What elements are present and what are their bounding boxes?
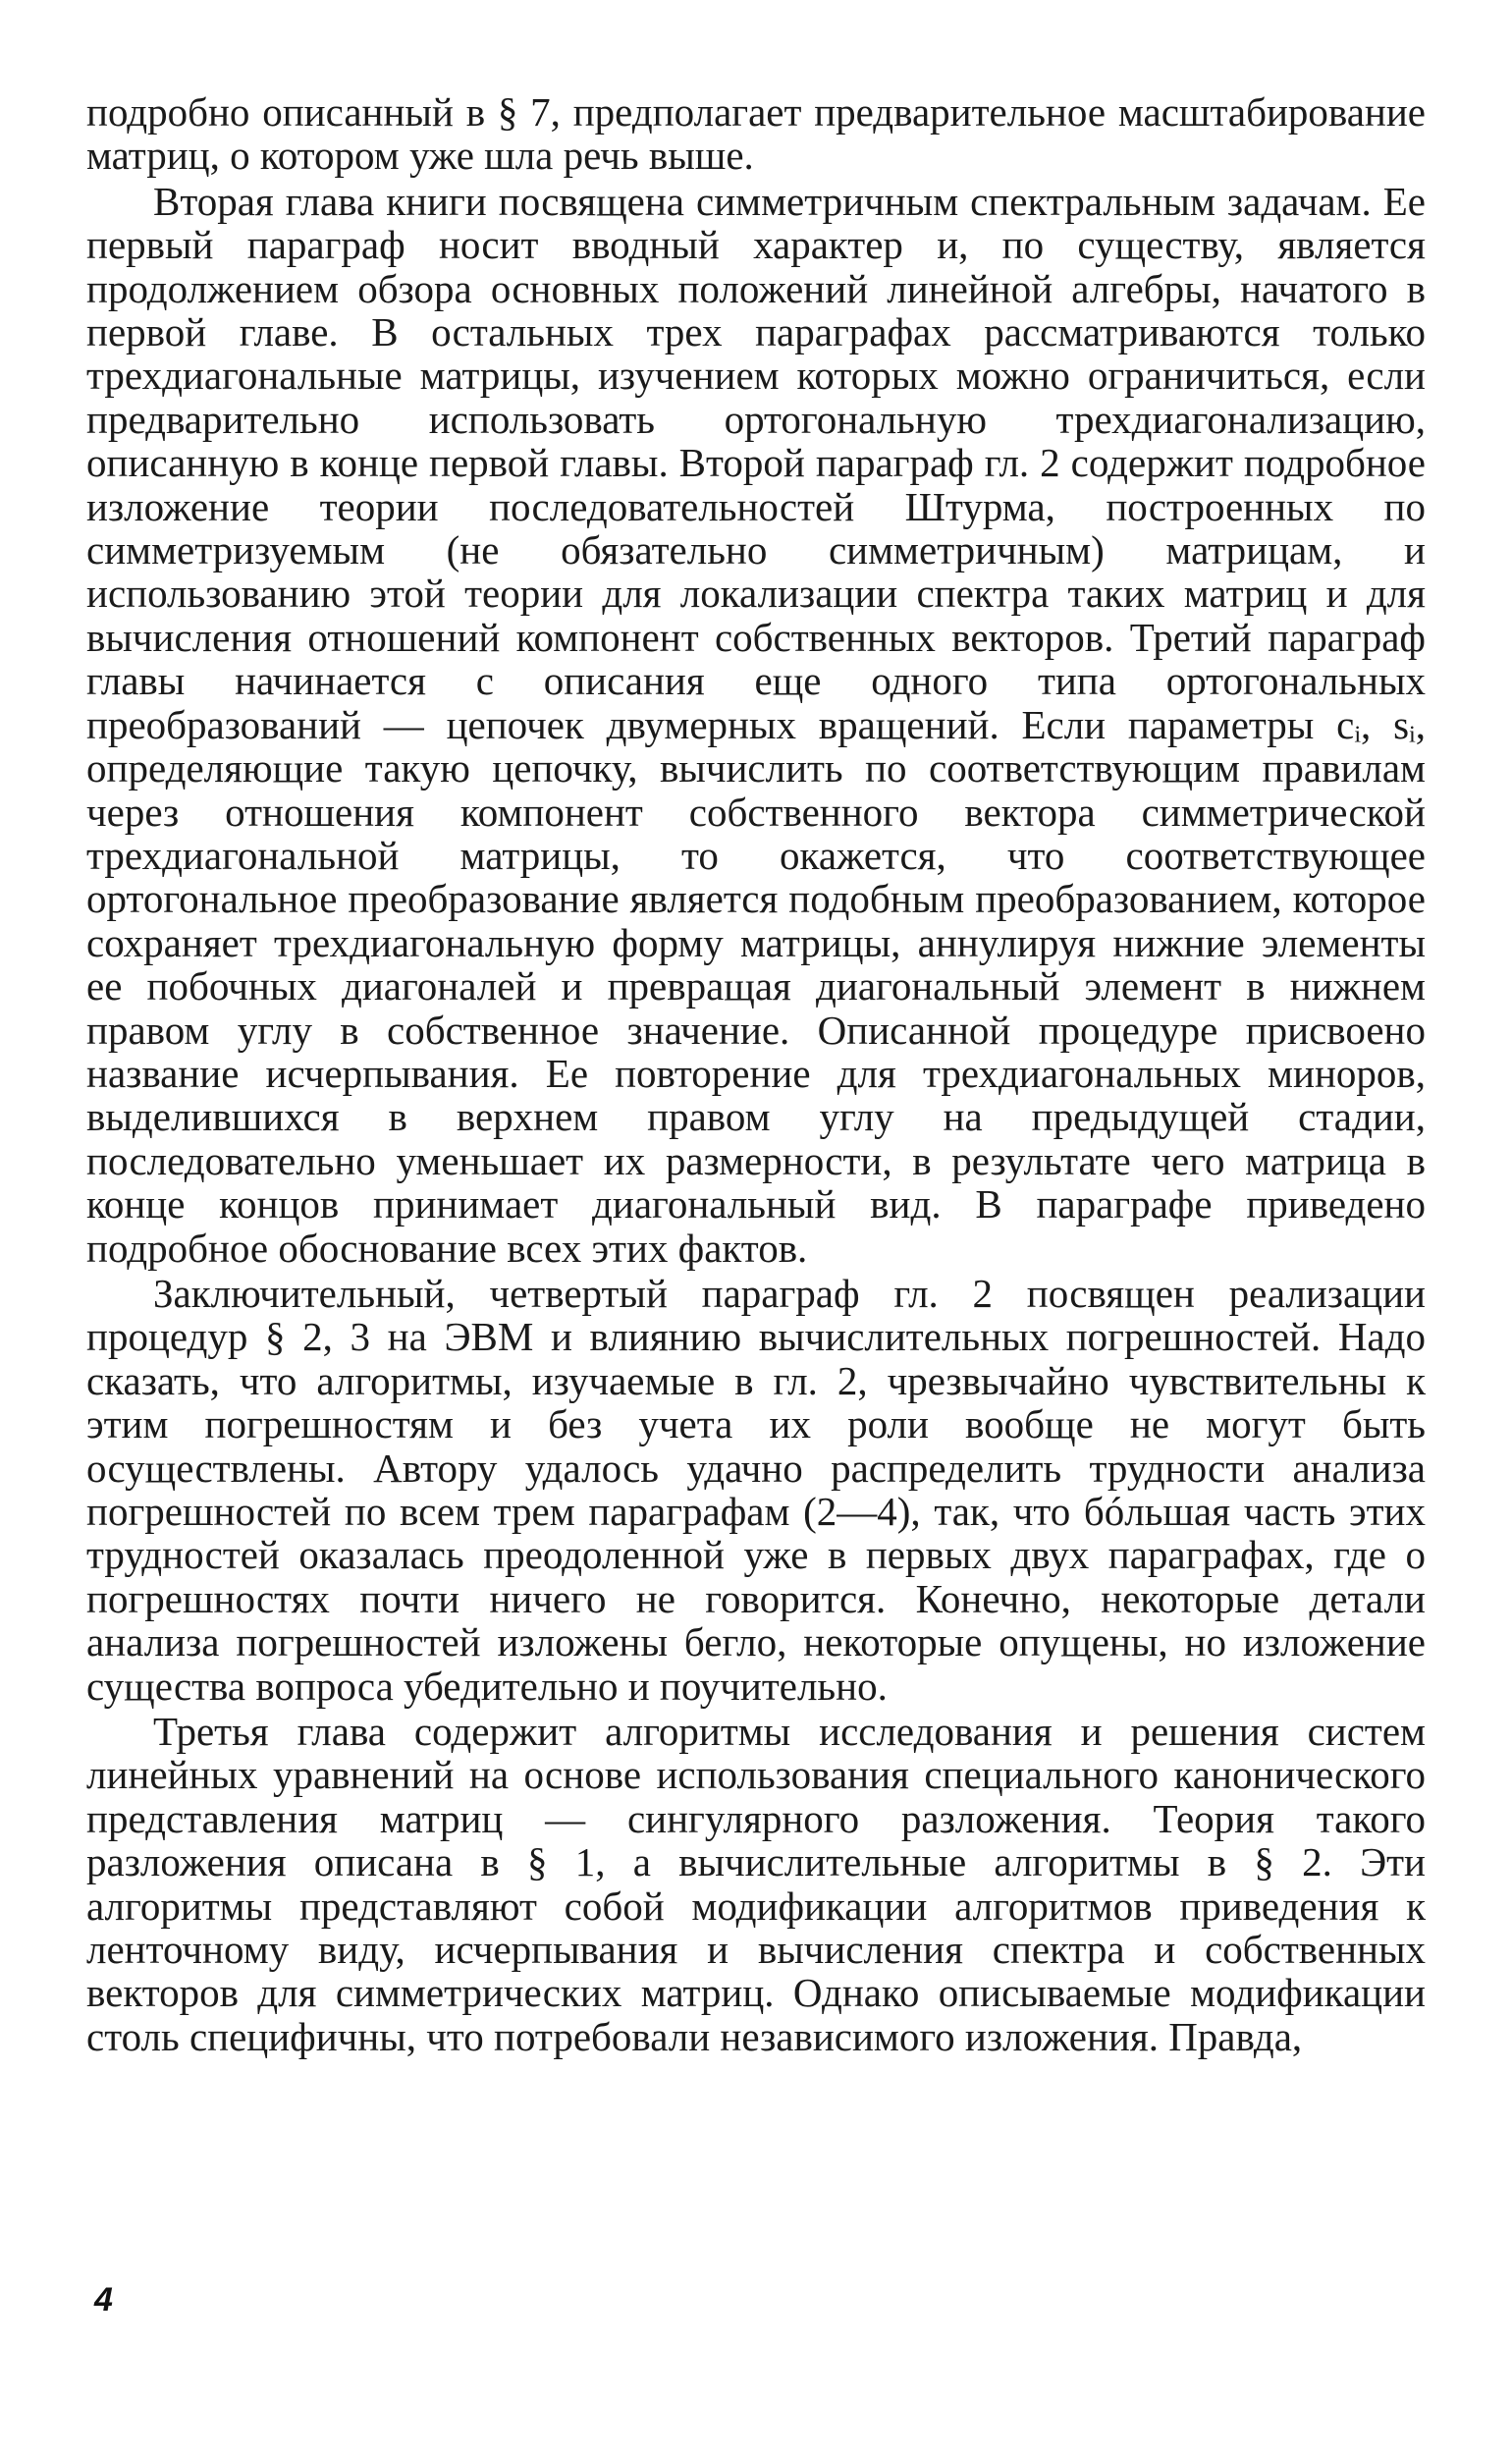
page-text: [86, 90, 1426, 2060]
paragraph-chapter-two: Вторая глава книги посвящена симметричным спектральным задачам. Ее первый параграф носит вводный характер и, по существу, является продолжением обзора основных положений линейной алгебры, начатого в первой главе. В остальных трех параграфах рассматриваются только трехдиагональные матрицы, изучением которых можно ограничиться, если предварительно использовать ортогональную трехдиагонализацию, описанную в конце первой главы. Второй параграф гл. 2 содержит подробное изложение теории последовательностей Штурма, построенных по симметризуемым (не обязательно симметричным) матрицам, и использованию этой теории для локализации спектра таких матриц и для вычисления отношений компонент собственных векторов. Третий параграф главы начинается с описания еще одного типа ортогональных преобразований — цепочек двумерных вращений. Если параметры cᵢ, sᵢ, определяющие такую цепочку, вычислить по соответствующим правилам через отношения компонент собственного вектора симметрической трехдиагональной матрицы, то окажется, что соответствующее ортогональное преобразование является подобным преобразованием, которое сохраняет трехдиагональную форму матрицы, аннулируя нижние элементы ее побочных диагоналей и превращая диагональный элемент в нижнем правом углу в собственное значение. Описанной процедуре присвоено название исчерпывания. Ее повторение для трехдиагональных миноров, выделившихся в верхнем правом углу на предыдущей стадии, последовательно уменьшает их размерности, в результате чего матрица в конце концов принимает диагональный вид. В параграфе приведено подробное обоснование всех этих фактов.: [86, 178, 1426, 1271]
paragraph-chapter-three: Третья глава содержит алгоритмы исследования и решения систем линейных уравнений на основе использования специального канонического представления матриц — сингулярного разложения. Теория такого разложения описана в § 1, а вычислительные алгоритмы в § 2. Эти алгоритмы представляют собой модификации алгоритмов приведения к ленточному виду, исчерпывания и вычисления спектра и собственных векторов для симметрических матриц. Однако описываемые модификации столь специфичны, что потребовали независимого изложения. Правда,: [86, 1709, 1426, 2059]
paragraph-fourth-section: Заключительный, четвертый параграф гл. 2 посвящен реализации процедур § 2, 3 на ЭВМ и влиянию вычислительных погрешностей. Надо сказать, что алгоритмы, изучаемые в гл. 2, чрезвычайно чувствительны к этим погрешностям и без учета их роли вообще не могут быть осуществлены. Автору удалось удачно распределить трудности анализа погрешностей по всем трем параграфам (2—4), так, что бóльшая часть этих трудностей оказалась преодоленной уже в первых двух параграфах, где о погрешностях почти ничего не говорится. Конечно, некоторые детали анализа погрешностей изложены бегло, некоторые опущены, но изложение существа вопроса убедительно и поучительно.: [86, 1270, 1426, 1709]
paragraph-continuation: подробно описанный в § 7, предполагает предварительное масштабирование матриц, о котором уже шла речь выше.: [86, 89, 1426, 179]
page-number: 4: [94, 2281, 113, 2319]
